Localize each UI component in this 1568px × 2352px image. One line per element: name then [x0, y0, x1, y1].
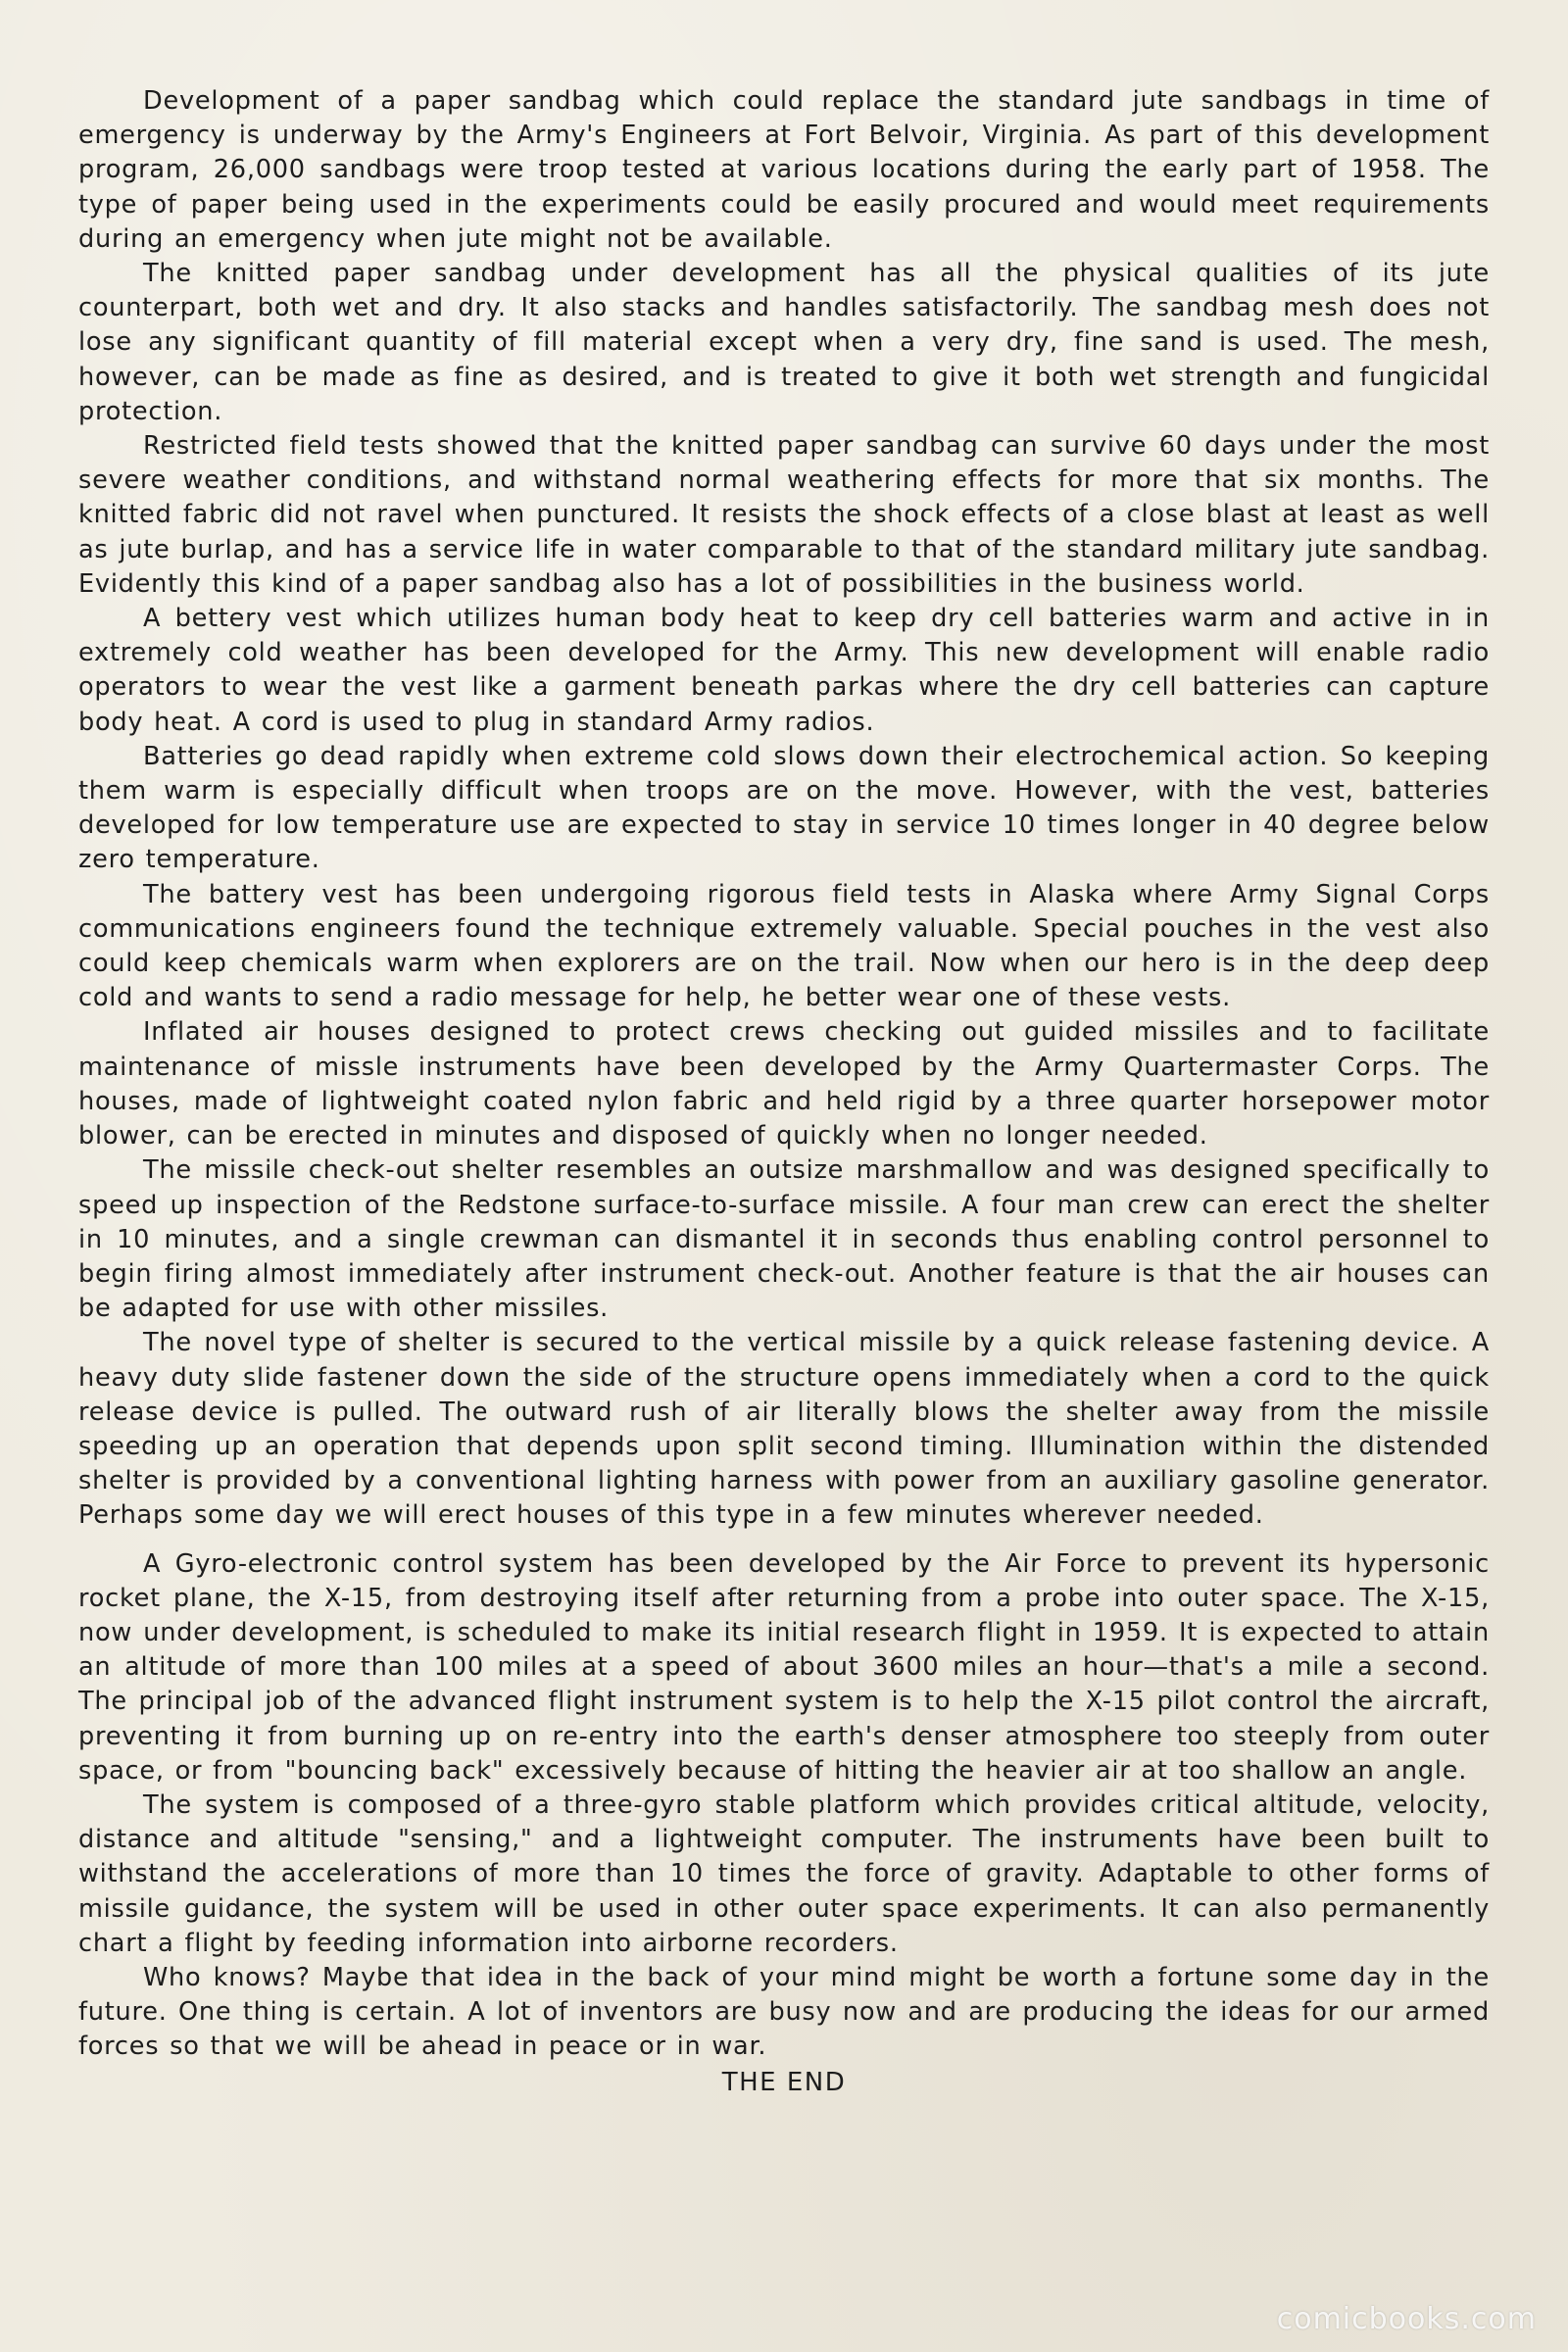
section-gap: [78, 1534, 1490, 1547]
paragraph-missile-shelter: The missile check-out shelter resembles an outsize marshmallow and was designed specifically to speed up inspection of the Redstone surface-to-surface missile. A four man crew can erect the shelter in 10 minutes, and a single crewman can dismantel it in seconds thus enabling control personnel to begin firing almost immediately after instrument check-out. Another feature is that the air houses can be adapted for use with other missiles.: [78, 1155, 1490, 1324]
paragraph-air-houses: Inflated air houses designed to protect crews checking out guided missiles and to facilitate maintenance of missle instruments have been developed by the Army Quartermaster Corps. The houses, made of lightweight coated nylon fabric and held rigid by a three quarter horsepower motor blower, can be erected in minutes and disposed of quickly when no longer needed.: [78, 1017, 1490, 1152]
paragraph-vest-alaska: The battery vest has been undergoing rigorous field tests in Alaska where Army Signal Corps communications engineers found the technique extremely valuable. Special pouches in the vest also could keep chemicals warm when explorers are on the trail. Now when our hero is in the deep deep cold and wants to send a radio message for help, he better wear one of these vests.: [78, 879, 1490, 1013]
paragraph-field-tests: Restricted field tests showed that the knitted paper sandbag can survive 60 days under the most severe weather conditions, and withstand normal weathering effects for more that six months. The knitted fabric did not ravel when punctured. It resists the shock effects of a close blast at least as well as jute burlap, and has a service life in water comparable to that of the standard military jute sandbag. Evidently this kind of a paper sandbag also has a lot of possibilities in the business world.: [78, 431, 1490, 599]
watermark-logo: comicbooks.com: [1276, 2302, 1537, 2336]
the-end-label: THE END: [721, 2067, 847, 2097]
paragraph-gyro-system: The system is composed of a three-gyro stable platform which provides critical altitude, velocity, distance and altitude "sensing," and a lightweight computer. The instruments have been built to withstand the accelerations of more than 10 times the force of gravity. Adaptable to other forms of missile guidance, the system will be used in other outer space experiments. It can also permanently chart a flight by feeding information into airborne recorders.: [78, 1789, 1490, 1958]
paragraph-closing: Who knows? Maybe that idea in the back of your mind might be worth a fortune some day in the future. One thing is certain. A lot of inventors are busy now and are producing the ideas for our armed forces so that we will be ahead in peace or in war.: [78, 1962, 1490, 2062]
paragraph-shelter-fastening: The novel type of shelter is secured to the vertical missile by a quick release fastening device. A heavy duty slide fastener down the side of the structure opens immediately when a cord to the quick release device is pulled. The outward rush of air literally blows the shelter away from the missile speeding up an operation that depends upon split second timing. Illumination within the distended shelter is provided by a conventional lighting harness with power from an auxiliary gasoline generator. Perhaps some day we will erect houses of this type in a few minutes wherever needed.: [78, 1328, 1490, 1531]
paragraph-paper-sandbag-intro: Development of a paper sandbag which could replace the standard jute sandbags in time of emergency is underway by the Army's Engineers at Fort Belvoir, Virginia. As part of this development program, 26,000 sandbags were troop tested at various locations during the early part of 1958. The type of paper being used in the experiments could be easily procured and would meet requirements during an emergency when jute might not be available.: [78, 86, 1490, 254]
paragraph-knitted-sandbag: The knitted paper sandbag under development has all the physical qualities of its jute counterpart, both wet and dry. It also stacks and handles satisfactorily. The sandbag mesh does not lose any significant quantity of fill material except when a very dry, fine sand is used. The mesh, however, can be made as fine as desired, and is treated to give it both wet strength and fungicidal protection.: [78, 259, 1490, 426]
paragraph-battery-vest: A bettery vest which utilizes human body heat to keep dry cell batteries warm and active in in extremely cold weather has been developed for the Army. This new development will enable radio operators to wear the vest like a garment beneath parkas where the dry cell batteries can capture body heat. A cord is used to plug in standard Army radios.: [78, 604, 1490, 737]
paragraph-batteries-cold: Batteries go dead rapidly when extreme cold slows down their electrochemical action. So keeping them warm is especially difficult when troops are on the move. However, with the vest, batteries developed for low temperature use are expected to stay in service 10 times longer in 40 degree below zero temperature.: [78, 741, 1490, 875]
paragraph-gyro-control: A Gyro-electronic control system has been developed by the Air Force to prevent its hypersonic rocket plane, the X-15, from destroying itself after returning from a probe into outer space. The X-15, now under development, is scheduled to make its initial research flight in 1959. It is expected to attain an altitude of more than 100 miles at a speed of about 3600 miles an hour—that's a mile a second. The principal job of the advanced flight instrument system is to help the X-15 pilot control the aircraft, preventing it from burning up on re-entry into the earth's denser atmosphere too steeply from outer space, or from "bouncing back" excessively because of hitting the heavier air at too shallow an angle.: [78, 1548, 1490, 1786]
article-body: [78, 84, 1490, 2126]
